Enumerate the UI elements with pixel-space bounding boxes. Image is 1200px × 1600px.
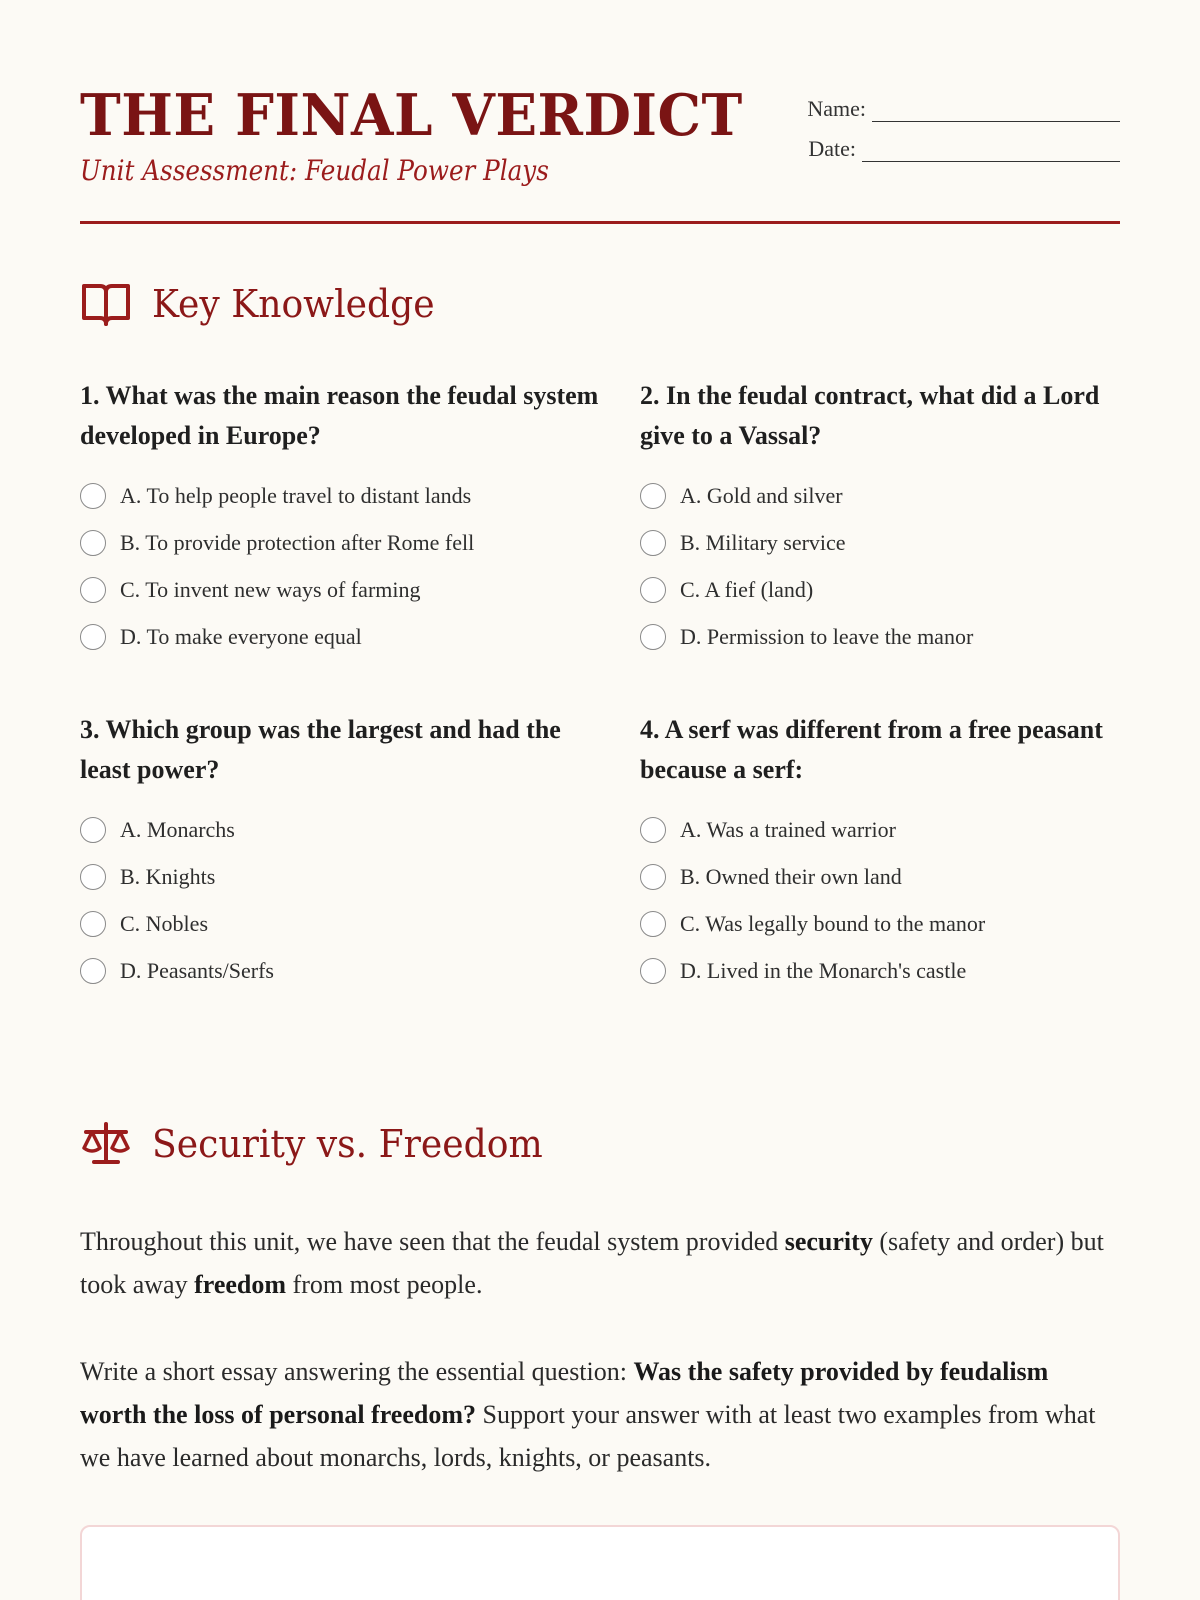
radio-button[interactable]	[640, 817, 666, 843]
radio-button[interactable]	[80, 483, 106, 509]
radio-button[interactable]	[80, 864, 106, 890]
option-4b[interactable]	[640, 853, 1120, 900]
option-label: B. Military service	[680, 529, 846, 555]
essay-answer-box[interactable]	[80, 1525, 1120, 1600]
book-icon	[80, 278, 132, 330]
option-label: D. Permission to leave the manor	[680, 623, 974, 649]
question-text: 4. A serf was different from a free peasant because a serf:	[640, 715, 1103, 784]
option-3c[interactable]	[80, 900, 600, 947]
option-2a[interactable]	[640, 472, 1120, 519]
name-label: Name:	[807, 96, 866, 121]
radio-button[interactable]	[640, 530, 666, 556]
bold-term-freedom: freedom	[194, 1270, 287, 1299]
security-vs-freedom-section	[80, 1114, 1120, 1600]
radio-button[interactable]	[640, 624, 666, 650]
option-label: C. Nobles	[120, 910, 208, 936]
option-1a[interactable]	[80, 472, 600, 519]
section-heading	[80, 274, 1120, 334]
student-info	[800, 82, 1120, 162]
option-1d[interactable]	[80, 613, 600, 660]
date-row	[800, 122, 1120, 162]
text-run: (safety and order) but took away	[80, 1227, 1104, 1299]
option-2b[interactable]	[640, 519, 1120, 566]
question-2	[640, 376, 1120, 660]
text-run: Throughout this unit, we have seen that the feudal system provided	[80, 1227, 785, 1256]
radio-button[interactable]	[80, 911, 106, 937]
option-list	[640, 472, 1120, 660]
question-text: 3. Which group was the largest and had the least power?	[80, 715, 561, 784]
bold-term-security: security	[784, 1227, 873, 1256]
date-field[interactable]	[862, 132, 1120, 162]
option-list	[80, 806, 600, 994]
option-label: A. Gold and silver	[680, 482, 843, 508]
radio-button[interactable]	[640, 958, 666, 984]
worksheet-header	[80, 0, 1120, 224]
page-subtitle: Unit Assessment: Feudal Power Plays	[80, 154, 549, 187]
section-title: Key Knowledge	[152, 282, 435, 326]
essential-question: Was the safety provided by feudalism worth the loss of personal freedom?	[80, 1357, 1049, 1429]
radio-button[interactable]	[80, 624, 106, 650]
option-label: C. Was legally bound to the manor	[680, 910, 986, 936]
option-label: A. To help people travel to distant lands	[120, 482, 472, 508]
option-4d[interactable]	[640, 947, 1120, 994]
option-label: B. Owned their own land	[680, 863, 902, 889]
option-label: B. Knights	[120, 863, 216, 889]
essay-prompt	[80, 1350, 1120, 1479]
scales-icon	[80, 1118, 132, 1170]
radio-button[interactable]	[640, 577, 666, 603]
name-field[interactable]	[872, 92, 1120, 122]
option-3d[interactable]	[80, 947, 600, 994]
radio-button[interactable]	[80, 577, 106, 603]
question-text: 2. In the feudal contract, what did a Lord give to a Vassal?	[640, 381, 1100, 450]
page-title: THE FINAL VERDICT	[80, 82, 743, 149]
option-label: A. Monarchs	[120, 816, 235, 842]
option-label: A. Was a trained warrior	[680, 816, 896, 842]
option-list	[80, 472, 600, 660]
question-3	[80, 710, 600, 994]
option-label: B. To provide protection after Rome fell	[120, 529, 475, 555]
option-label: D. To make everyone equal	[120, 623, 362, 649]
option-label: C. To invent new ways of farming	[120, 576, 421, 602]
option-1c[interactable]	[80, 566, 600, 613]
option-4c[interactable]	[640, 900, 1120, 947]
option-label: D. Lived in the Monarch's castle	[680, 957, 967, 983]
question-1	[80, 376, 600, 660]
option-2c[interactable]	[640, 566, 1120, 613]
text-run: Support your answer with at least two examples from what we have learned about monarchs, lords, knights, or peasants.	[80, 1400, 1096, 1472]
section-title: Security vs. Freedom	[152, 1122, 543, 1166]
question-4	[640, 710, 1120, 994]
radio-button[interactable]	[80, 958, 106, 984]
option-1b[interactable]	[80, 519, 600, 566]
option-3a[interactable]	[80, 806, 600, 853]
option-4a[interactable]	[640, 806, 1120, 853]
question-grid	[80, 376, 1120, 994]
key-knowledge-section	[80, 274, 1120, 994]
option-list	[640, 806, 1120, 994]
section-heading	[80, 1114, 1120, 1174]
radio-button[interactable]	[640, 864, 666, 890]
question-text: 1. What was the main reason the feudal system developed in Europe?	[80, 381, 599, 450]
intro-paragraph	[80, 1220, 1120, 1306]
radio-button[interactable]	[80, 817, 106, 843]
radio-button[interactable]	[80, 530, 106, 556]
option-label: C. A fief (land)	[680, 576, 814, 602]
option-label: D. Peasants/Serfs	[120, 957, 274, 983]
option-3b[interactable]	[80, 853, 600, 900]
date-label: Date:	[808, 136, 856, 161]
name-row	[800, 82, 1120, 122]
text-run: Write a short essay answering the essential question:	[80, 1357, 634, 1386]
option-2d[interactable]	[640, 613, 1120, 660]
radio-button[interactable]	[640, 911, 666, 937]
radio-button[interactable]	[640, 483, 666, 509]
text-run: from most people.	[286, 1270, 483, 1299]
